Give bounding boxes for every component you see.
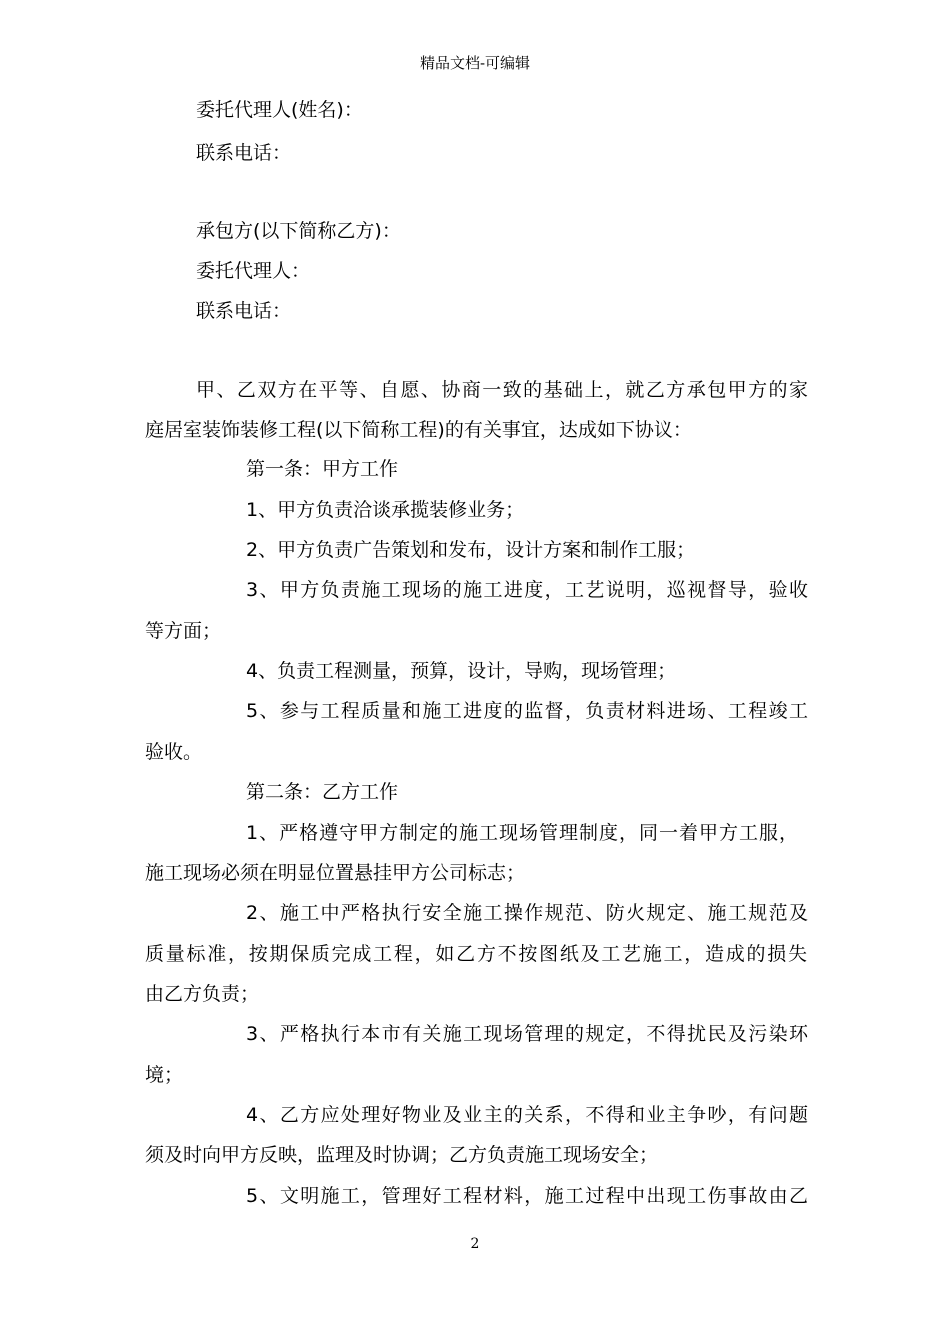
client-agent-name: 委托代理人(姓名)： [196,99,363,121]
contractor-agent: 委托代理人： [196,260,311,282]
article-2-item-cont: 施工现场必须在明显位置悬挂甲方公司标志； [145,862,526,884]
article-2-item-cont: 境； [145,1064,184,1086]
intro-paragraph-line: 庭居室装饰装修工程(以下简称工程)的有关事宜，达成如下协议： [145,419,692,441]
article-2-item: 4、乙方应处理好物业及业主的关系，不得和业主争吵，有问题 [246,1104,808,1126]
page-header: 精品文档-可编辑 [419,54,531,72]
article-1-heading: 第一条：甲方工作 [246,458,399,480]
article-2-item: 5、文明施工，管理好工程材料，施工过程中出现工伤事故由乙 [246,1185,808,1207]
article-1-item: 1、甲方负责洽谈承揽装修业务； [246,499,525,521]
page-number: 2 [470,1236,480,1252]
intro-paragraph-line: 甲、乙双方在平等、自愿、协商一致的基础上，就乙方承包甲方的家 [196,379,808,401]
article-1-item: 3、甲方负责施工现场的施工进度，工艺说明，巡视督导，验收 [246,579,808,601]
article-1-item-cont: 等方面； [145,620,222,642]
article-1-item: 4、负责工程测量，预算，设计，导购，现场管理； [246,660,677,682]
article-2-item: 2、施工中严格执行安全施工操作规范、防火规定、施工规范及 [246,902,808,924]
article-2-item-cont: 由乙方负责； [145,983,260,1005]
article-2-item-cont: 须及时向甲方反映，监理及时协调；乙方负责施工现场安全； [145,1144,659,1166]
article-1-item-cont: 验收。 [145,741,203,763]
article-1-item: 5、参与工程质量和施工进度的监督，负责材料进场、工程竣工 [246,700,808,722]
article-2-heading: 第二条：乙方工作 [246,781,399,803]
article-2-item: 1、严格遵守甲方制定的施工现场管理制度，同一着甲方工服， [246,822,798,844]
article-2-item: 3、严格执行本市有关施工现场管理的规定，不得扰民及污染环 [246,1023,808,1045]
article-1-item: 2、甲方负责广告策划和发布，设计方案和制作工服； [246,539,696,561]
article-2-item-cont: 质量标准，按期保质完成工程，如乙方不按图纸及工艺施工，造成的损失 [145,943,807,965]
contractor-title: 承包方(以下简称乙方)： [196,220,401,242]
contractor-phone: 联系电话： [196,300,292,322]
client-phone: 联系电话： [196,142,292,164]
